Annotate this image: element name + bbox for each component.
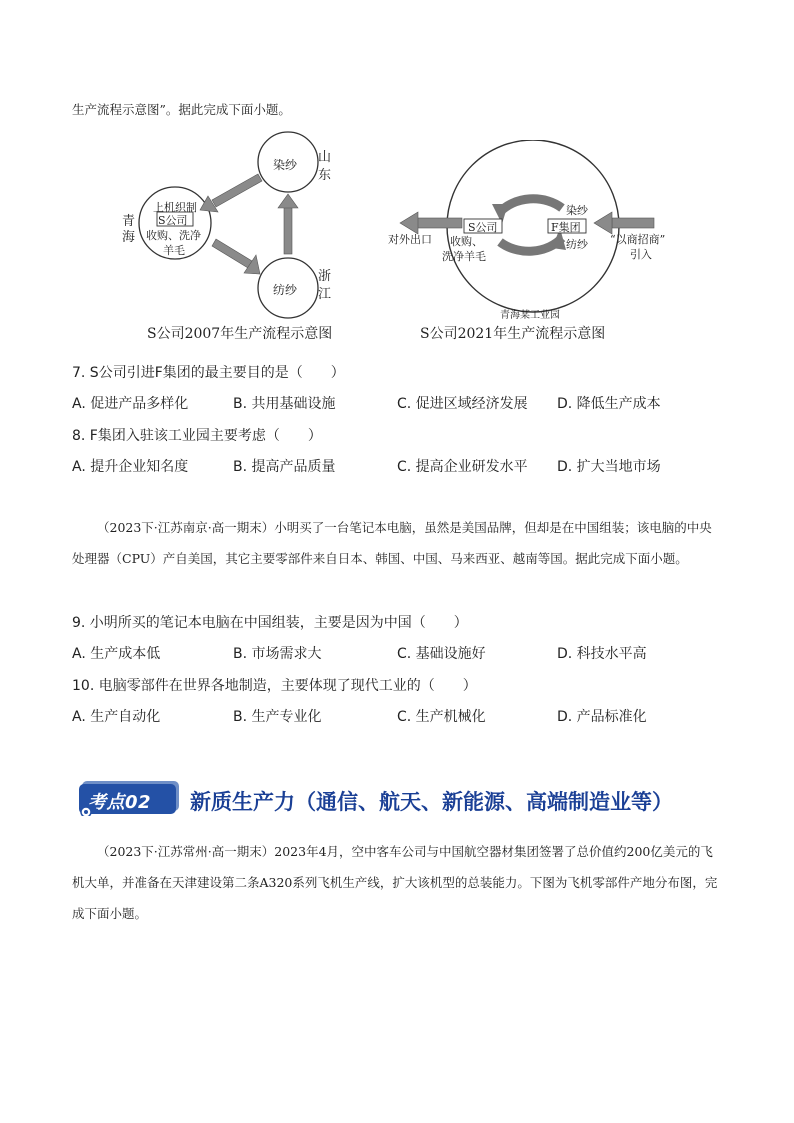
diagram2021-spin: 纺纱 — [566, 238, 588, 251]
label-zhejiang-1: 浙 — [318, 269, 332, 284]
question-7-option-b[interactable]: B. 共用基础设施 — [233, 396, 336, 412]
question-8-option-d[interactable]: D. 扩大当地市场 — [557, 459, 661, 475]
question-10-option-c[interactable]: C. 生产机械化 — [397, 709, 486, 725]
label-shandong-2: 东 — [318, 168, 332, 183]
diagram2007-s-company: S公司 — [158, 214, 188, 227]
question-9-option-d[interactable]: D. 科技水平高 — [557, 646, 647, 662]
diagram2021-wool-1: 收购、 — [450, 235, 483, 248]
caption-2021: S公司2021年生产流程示意图 — [420, 326, 606, 342]
topic-title: 新质生产力（通信、航天、新能源、高端制造业等） — [190, 790, 673, 814]
arrow-spin-to-dye — [278, 194, 298, 254]
question-7-option-c[interactable]: C. 促进区域经济发展 — [397, 396, 528, 412]
topic-badge-label: 考点02 — [88, 792, 152, 813]
question-10-option-b[interactable]: B. 生产专业化 — [233, 709, 322, 725]
diagram2021-f-group: F集团 — [551, 221, 581, 234]
diagram2007-spin: 纺纱 — [273, 283, 298, 297]
label-qinghai-1: 青 — [122, 214, 136, 229]
diagram2007-wool-1: 收购、洗净 — [146, 229, 201, 242]
arrow-center-to-spin — [212, 239, 260, 274]
label-zhejiang-2: 江 — [318, 287, 332, 302]
question-9-option-a[interactable]: A. 生产成本低 — [72, 646, 161, 662]
question-10-option-d[interactable]: D. 产品标准化 — [557, 709, 647, 725]
diagram2007-dye: 染纱 — [273, 158, 298, 172]
diagram2021-dye: 染纱 — [566, 204, 588, 217]
question-7-stem: 7. S公司引进F集团的最主要目的是（ ） — [72, 365, 345, 381]
diagram2021-invest-2: 引入 — [630, 248, 652, 261]
question-8-stem: 8. F集团入驻该工业园主要考虑（ ） — [72, 428, 322, 444]
question-10-stem: 10. 电脑零部件在世界各地制造，主要体现了现代工业的（ ） — [72, 678, 477, 694]
question-8-option-c[interactable]: C. 提高企业研发水平 — [397, 459, 528, 475]
label-shandong-1: 山 — [318, 150, 332, 165]
question-8-option-b[interactable]: B. 提高产品质量 — [233, 459, 336, 475]
label-qinghai-2: 海 — [122, 230, 136, 245]
diagram2021-wool-2: 洗净羊毛 — [442, 250, 486, 263]
passage-nanjing: （2023下·江苏南京·高一期末）小明买了一台笔记本电脑，虽然是美国品牌，但却是在中国组装；该电脑的中央处理器（CPU）产自美国，其它主要零部件来自日本、韩国、中国、马来西亚、越南等国。据此完成下面小题。 — [72, 520, 712, 566]
diagram2007-wool-2: 羊毛 — [163, 244, 185, 257]
question-8-option-a[interactable]: A. 提升企业知名度 — [72, 459, 189, 475]
diagram2021-park: 青海某工业园 — [500, 310, 560, 321]
question-7-option-d[interactable]: D. 降低生产成本 — [557, 396, 661, 412]
question-9-option-c[interactable]: C. 基础设施好 — [397, 646, 486, 662]
diagram2021-s-company: S公司 — [468, 221, 498, 234]
diagram2021-export: 对外出口 — [388, 233, 432, 246]
topic-badge — [78, 780, 181, 816]
question-9-stem: 9. 小明所买的笔记本电脑在中国组装，主要是因为中国（ ） — [72, 615, 468, 631]
caption-2007: S公司2007年生产流程示意图 — [147, 326, 333, 342]
question-10-option-a[interactable]: A. 生产自动化 — [72, 709, 161, 725]
passage-changzhou: （2023下·江苏常州·高一期末）2023年4月，空中客车公司与中国航空器材集团签署了总价值约200亿美元的飞机大单，并准备在天津建设第二条A320系列飞机生产线，扩大该机型的总装能力。下图为飞机零部件产地分布图，完成下面小题。 — [72, 844, 718, 921]
question-7-option-a[interactable]: A. 促进产品多样化 — [72, 396, 189, 412]
intro-line: 生产流程示意图”。据此完成下面小题。 — [72, 102, 291, 117]
question-9-option-b[interactable]: B. 市场需求大 — [233, 646, 322, 662]
diagram2021-invest-1: “以商招商” — [610, 233, 666, 246]
diagram2007-weave: 上机织制 — [153, 201, 197, 214]
arrow-dye-to-center — [200, 174, 262, 212]
